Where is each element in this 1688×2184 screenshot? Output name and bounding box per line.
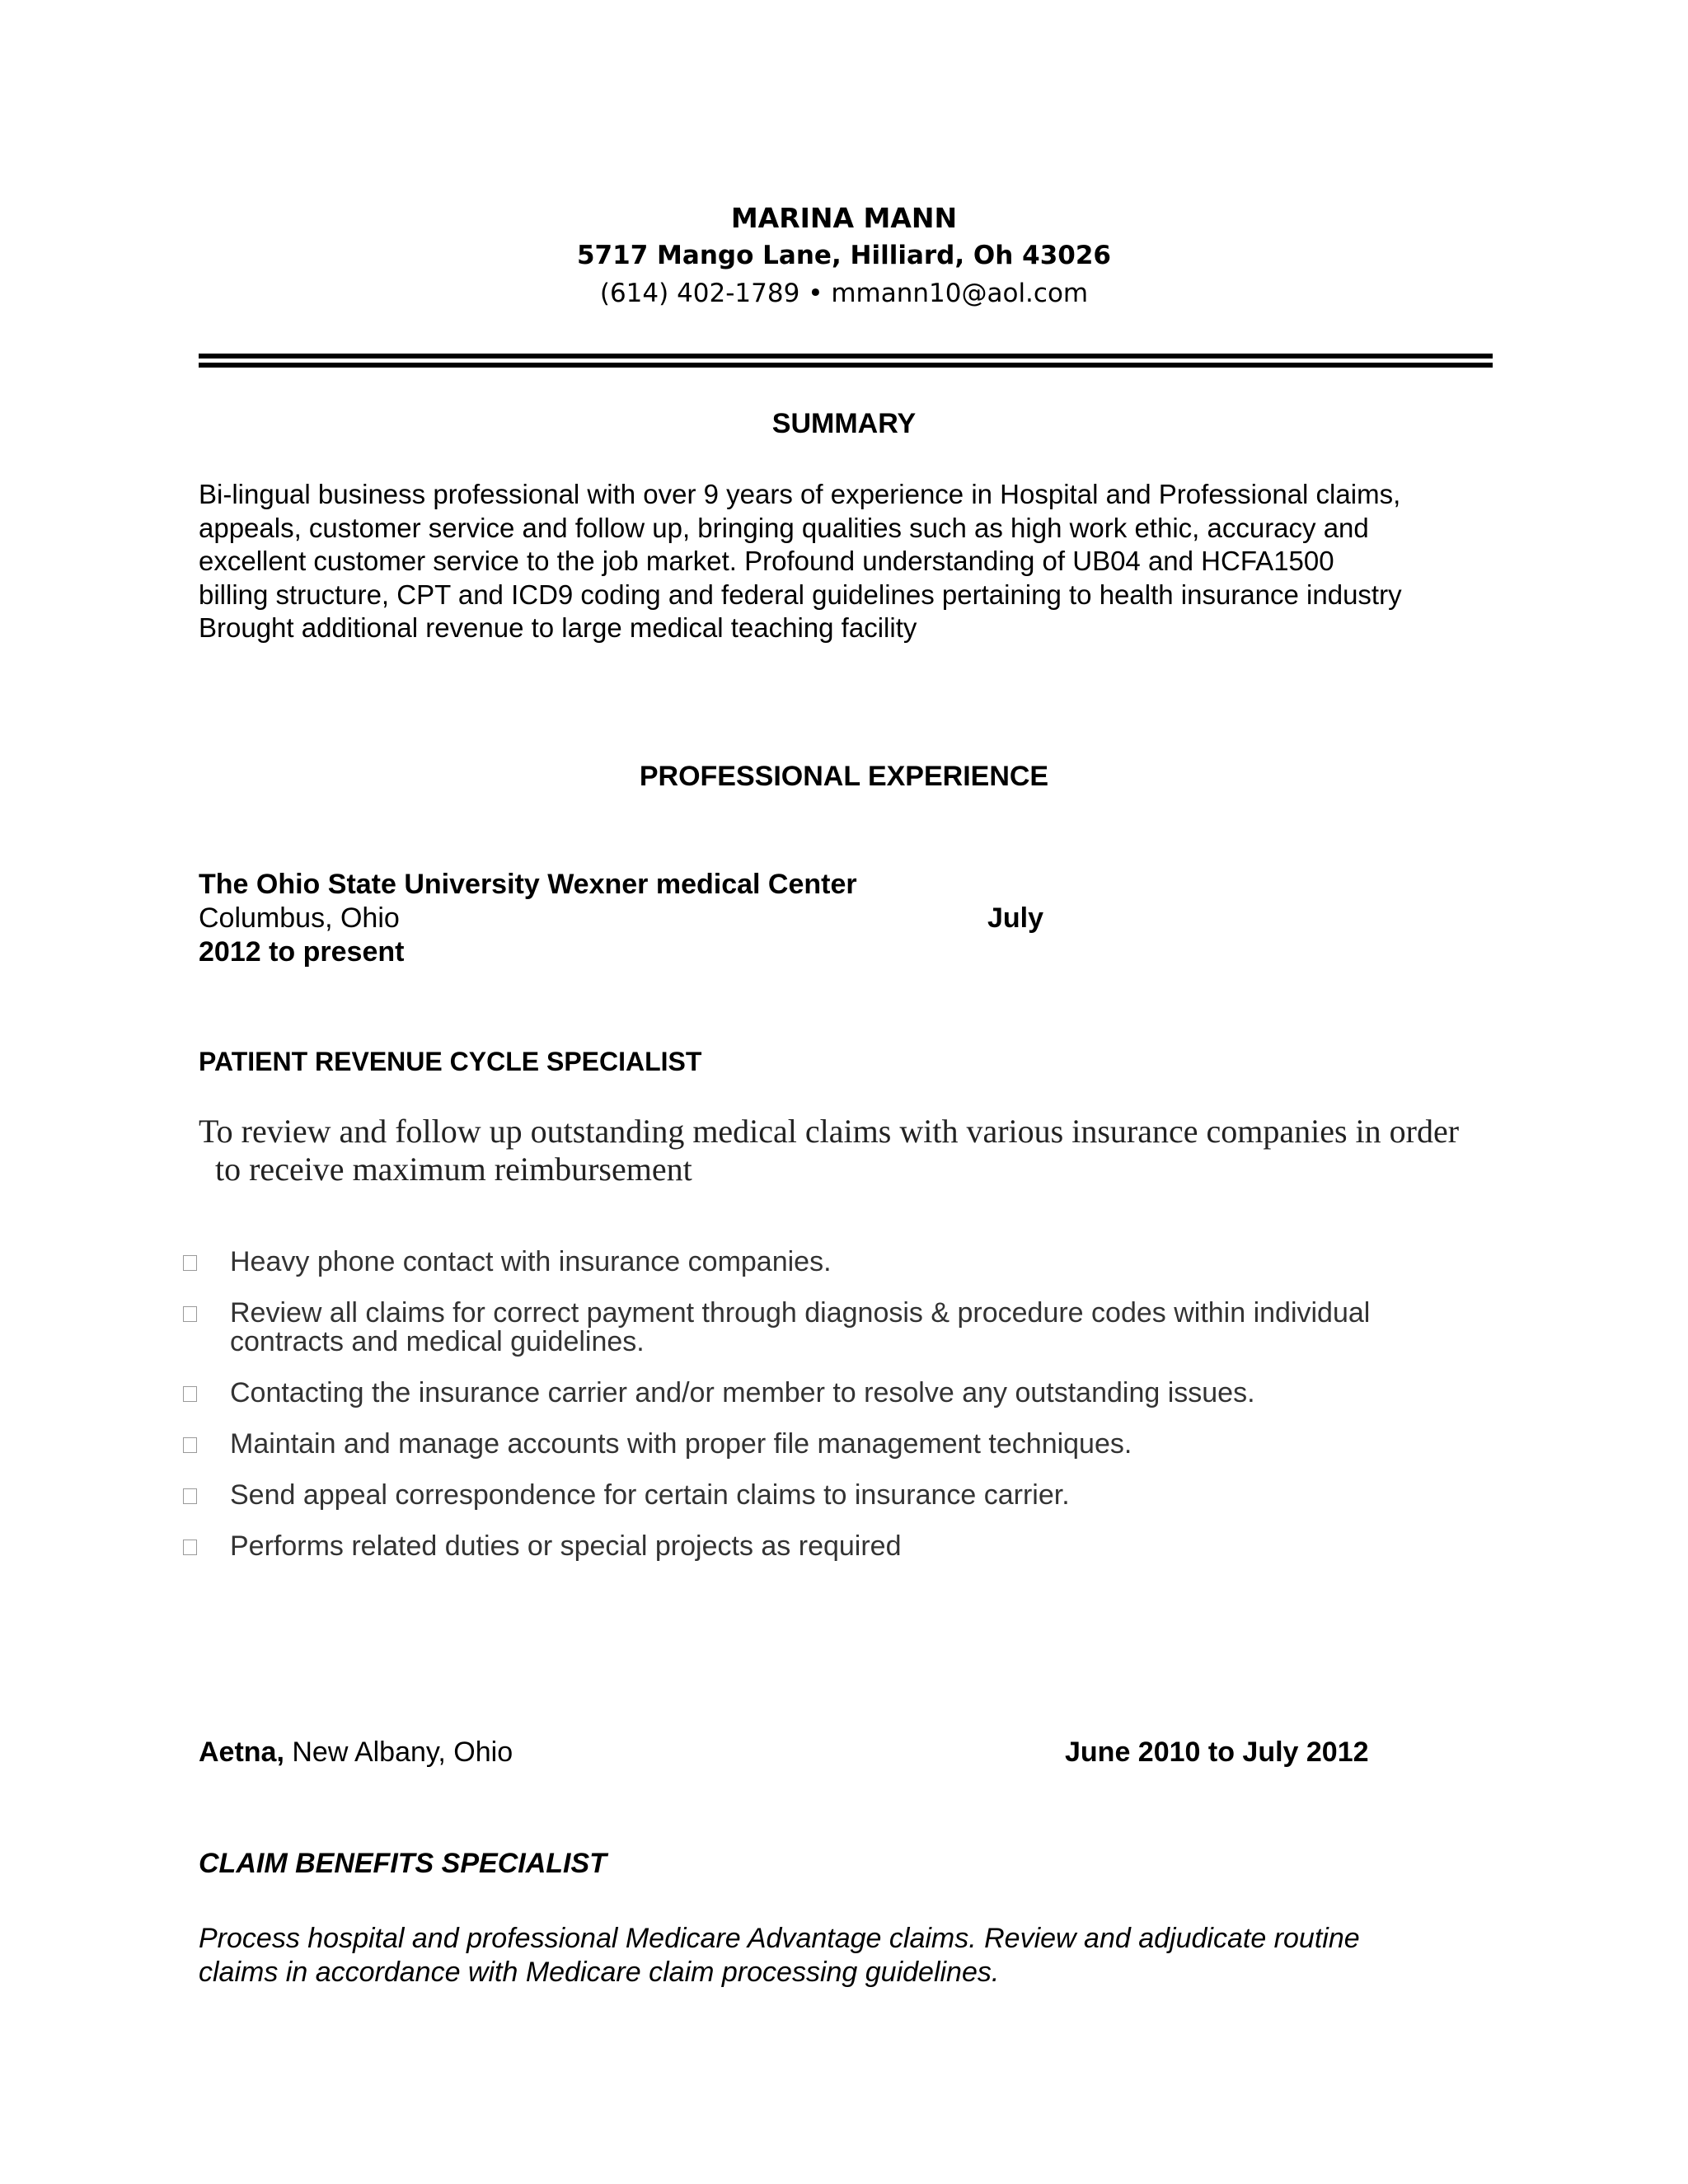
- checkbox-bullet-icon: [183, 1540, 197, 1555]
- header-divider-top: [199, 354, 1493, 359]
- duty-item: [183, 1430, 1535, 1459]
- job1-summary-line: To review and follow up outstanding medical claims with various insurance companies in order: [199, 1113, 1460, 1150]
- job2-summary-line: Process hospital and professional Medicare Advantage claims. Review and adjudicate routine: [199, 1923, 1360, 1954]
- job2-employer-line: [199, 1736, 513, 1769]
- duty-text: Send appeal correspondence for certain claims to insurance carrier.: [230, 1479, 1070, 1511]
- job1-location: Columbus, Ohio: [199, 902, 400, 934]
- checkbox-bullet-icon: [183, 1488, 197, 1504]
- duty-text: Maintain and manage accounts with proper file management techniques.: [230, 1428, 1132, 1460]
- job2-summary: [199, 1922, 1360, 1990]
- job2-summary-line: claims in accordance with Medicare claim processing guidelines.: [199, 1957, 1000, 1988]
- job2-dates: June 2010 to July 2012: [1065, 1736, 1369, 1768]
- job2-position: CLAIM BENEFITS SPECIALIST: [199, 1848, 607, 1879]
- contact-line: [0, 279, 1688, 308]
- summary-line: appeals, customer service and follow up, bringing qualities such as high work ethic, accuracy and: [199, 512, 1369, 543]
- duty-text: Contacting the insurance carrier and/or member to resolve any outstanding issues.: [230, 1377, 1255, 1408]
- email-address: mmann10@aol.com: [831, 279, 1089, 308]
- checkbox-bullet-icon: [183, 1255, 197, 1271]
- duty-item: [183, 1299, 1535, 1357]
- summary-line: excellent customer service to the job market. Profound understanding of UB04 and HCFA1500: [199, 546, 1334, 576]
- applicant-name: MARINA MANN: [730, 202, 958, 234]
- job1-position: PATIENT REVENUE CYCLE SPECIALIST: [199, 1047, 702, 1076]
- duty-text-continued: contracts and medical guidelines.: [230, 1326, 645, 1357]
- summary-line: Bi-lingual business professional with over 9 years of experience in Hospital and Professional claims,: [199, 479, 1401, 509]
- duty-item: [183, 1532, 1535, 1561]
- job1-duties-list: [183, 1248, 1535, 1561]
- header-divider-bottom: [199, 363, 1493, 368]
- duty-text: Heavy phone contact with insurance companies.: [230, 1246, 832, 1277]
- summary-paragraph: [199, 478, 1517, 645]
- job2-location: New Albany, Ohio: [284, 1736, 513, 1768]
- duty-item: [183, 1248, 1535, 1277]
- duty-text: Performs related duties or special projects as required: [230, 1530, 902, 1562]
- summary-line: Brought additional revenue to large medical teaching facility: [199, 612, 917, 643]
- duty-item: [183, 1481, 1535, 1510]
- checkbox-bullet-icon: [183, 1437, 197, 1453]
- job1-summary: [199, 1113, 1459, 1188]
- applicant-address: 5717 Mango Lane, Hilliard, Oh 43026: [576, 241, 1111, 270]
- job1-date-range: 2012 to present: [199, 936, 405, 968]
- summary-heading: SUMMARY: [771, 408, 917, 439]
- job1-date-start: July: [987, 902, 1044, 934]
- bullet-separator: •: [808, 279, 823, 308]
- job1-employer: The Ohio State University Wexner medical Center: [199, 869, 857, 900]
- experience-heading: PROFESSIONAL EXPERIENCE: [639, 761, 1049, 792]
- job2-employer: Aetna,: [199, 1736, 284, 1768]
- phone-number: (614) 402-1789: [599, 279, 800, 308]
- duty-text: Review all claims for correct payment through diagnosis & procedure codes within individual: [230, 1297, 1371, 1329]
- checkbox-bullet-icon: [183, 1386, 197, 1402]
- job1-summary-line: to receive maximum reimbursement: [199, 1151, 692, 1188]
- duty-item: [183, 1379, 1535, 1408]
- checkbox-bullet-icon: [183, 1306, 197, 1322]
- summary-line: billing structure, CPT and ICD9 coding and federal guidelines pertaining to health insurance industry: [199, 579, 1402, 610]
